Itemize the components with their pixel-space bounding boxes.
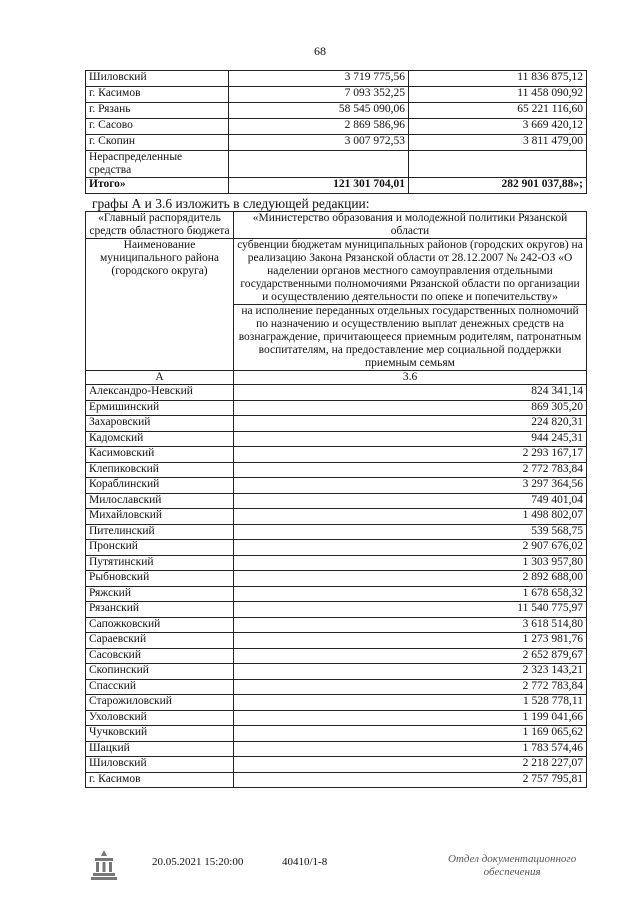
subsidy-amount: 1 528 778,11: [234, 695, 587, 711]
district-name: Пителинский: [86, 524, 234, 540]
subsidy-distribution-table: [85, 211, 587, 788]
table-row: [86, 679, 587, 695]
table-row: [86, 555, 587, 571]
district-name: Александро-Невский: [86, 385, 234, 401]
district-name: Ермишинский: [86, 400, 234, 416]
district-name: Старожиловский: [86, 695, 234, 711]
summary-name: Шиловский: [86, 71, 229, 87]
header-row-subsidy: [86, 239, 587, 305]
subsidy-amount: 3 297 364,56: [234, 478, 587, 494]
subsidy-amount: 2 323 143,21: [234, 664, 587, 680]
total-value-2: 282 901 037,88»;: [409, 178, 587, 194]
summary-row: [86, 87, 587, 103]
summary-name: г. Касимов: [86, 87, 229, 103]
district-name: Ряжский: [86, 586, 234, 602]
district-name: Рыбновский: [86, 571, 234, 587]
district-name: Клепиковский: [86, 462, 234, 478]
table-row: [86, 633, 587, 649]
summary-row: [86, 71, 587, 87]
table-row: [86, 586, 587, 602]
summary-name: г. Сасово: [86, 119, 229, 135]
summary-value-1: 7 093 352,25: [229, 87, 409, 103]
summary-value-1: 58 545 090,06: [229, 103, 409, 119]
summary-value-2: 65 221 116,60: [409, 103, 587, 119]
district-name: Кораблинский: [86, 478, 234, 494]
subsidy-amount: 224 820,31: [234, 416, 587, 432]
summary-row: [86, 135, 587, 151]
table-row: [86, 695, 587, 711]
header-subsidy-text: субвенции бюджетам муниципальных районов (городских округов) на реализацию Закона Рязанской области от 28.12.2007 № 242-ОЗ «О наделении органов местного самоуправления отдельными государственными полномочиями Рязанской области по организации и осуществлению деятельности по опеке и попечительству»: [234, 239, 587, 305]
district-name: Шиловский: [86, 757, 234, 773]
district-name: Спасский: [86, 679, 234, 695]
district-name: Чучковский: [86, 726, 234, 742]
subsidy-amount: 749 401,04: [234, 493, 587, 509]
subsidy-amount: 539 568,75: [234, 524, 587, 540]
subsidy-amount: 1 678 658,32: [234, 586, 587, 602]
emblem-icon: [90, 848, 118, 887]
header-row-admin: [86, 212, 587, 239]
footer-date: 20.05.2021 15:20:00: [152, 856, 244, 868]
district-name: Сасовский: [86, 648, 234, 664]
department-line-2: обеспечения: [483, 866, 541, 878]
district-name: Захаровский: [86, 416, 234, 432]
district-name: Пронский: [86, 540, 234, 556]
table-row: [86, 664, 587, 680]
header-admin-label: «Главный распорядитель средств областного бюджета: [86, 212, 234, 239]
district-name: Скопинский: [86, 664, 234, 680]
district-name: Сапожковский: [86, 617, 234, 633]
table-row: [86, 757, 587, 773]
summary-value-1: 3 007 972,53: [229, 135, 409, 151]
footer-document-code: 40410/1-8: [282, 856, 328, 868]
subsidy-amount: 1 303 957,80: [234, 555, 587, 571]
district-name: Шацкий: [86, 741, 234, 757]
subsidy-amount: 2 907 676,02: [234, 540, 587, 556]
district-name: Ухоловский: [86, 710, 234, 726]
subsidy-amount: 2 218 227,07: [234, 757, 587, 773]
subsidy-amount: 1 783 574,46: [234, 741, 587, 757]
district-name: Касимовский: [86, 447, 234, 463]
summary-value-2: 11 836 875,12: [409, 71, 587, 87]
unallocated-label: Нераспределенные средства: [86, 151, 229, 178]
table-row: [86, 478, 587, 494]
header-purpose-text: на исполнение переданных отдельных государственных полномочий по назначению и осуществлению выплат денежных средств на вознаграждение, причитающееся приемным родителям, патронатным воспитателям, на предоставление мер социальной поддержки приемным семьям: [234, 305, 587, 371]
table-row: [86, 726, 587, 742]
table-row: [86, 400, 587, 416]
district-name: Михайловский: [86, 509, 234, 525]
district-name: Сараевский: [86, 633, 234, 649]
header-admin-value: «Министерство образования и молодежной политики Рязанской области: [234, 212, 587, 239]
budget-summary-table: [85, 70, 587, 194]
summary-value-2: 3 811 479,00: [409, 135, 587, 151]
table-row: [86, 385, 587, 401]
header-name-label: Наименование муниципального района (городского округа): [86, 239, 234, 371]
district-name: Рязанский: [86, 602, 234, 618]
table-row: [86, 710, 587, 726]
table-row: [86, 431, 587, 447]
subsidy-amount: 2 757 795,81: [234, 772, 587, 788]
column-a-label: А: [86, 371, 234, 385]
subsidy-amount: 2 892 688,00: [234, 571, 587, 587]
subsidy-amount: 2 652 879,67: [234, 648, 587, 664]
table-row: [86, 617, 587, 633]
table-row: [86, 447, 587, 463]
subsidy-amount: 1 199 041,66: [234, 710, 587, 726]
table-row: [86, 493, 587, 509]
subsidy-amount: 2 772 783,84: [234, 679, 587, 695]
district-name: Путятинский: [86, 555, 234, 571]
subsidy-amount: 2 293 167,17: [234, 447, 587, 463]
subsidy-amount: 1 273 981,76: [234, 633, 587, 649]
subsidy-amount: 2 772 783,84: [234, 462, 587, 478]
district-name: г. Касимов: [86, 772, 234, 788]
table-row: [86, 509, 587, 525]
summary-name: г. Рязань: [86, 103, 229, 119]
summary-row: [86, 119, 587, 135]
instruction-text: графы А и 3.6 изложить в следующей редакции:: [92, 196, 370, 211]
unallocated-value-2: [409, 151, 587, 178]
department-line-1: Отдел документационного: [448, 853, 577, 865]
summary-total-row: [86, 178, 587, 194]
table-row: [86, 416, 587, 432]
district-name: Милославский: [86, 493, 234, 509]
footer-department-stamp: [448, 853, 576, 879]
subsidy-amount: 944 245,31: [234, 431, 587, 447]
header-row-columns: [86, 371, 587, 385]
table-row: [86, 648, 587, 664]
summary-value-1: 2 869 586,96: [229, 119, 409, 135]
subsidy-amount: 869 305,20: [234, 400, 587, 416]
subsidy-amount: 1 498 802,07: [234, 509, 587, 525]
subsidy-amount: 1 169 065,62: [234, 726, 587, 742]
summary-value-1: 3 719 775,56: [229, 71, 409, 87]
summary-row: [86, 103, 587, 119]
summary-row-unallocated: [86, 151, 587, 178]
table-row: [86, 462, 587, 478]
table-row: [86, 741, 587, 757]
column-3-6-label: 3.6: [234, 371, 587, 385]
table-row: [86, 772, 587, 788]
total-label: Итого»: [86, 178, 229, 194]
subsidy-amount: 824 341,14: [234, 385, 587, 401]
page-number: 68: [314, 44, 326, 58]
summary-name: г. Скопин: [86, 135, 229, 151]
table-row: [86, 540, 587, 556]
table-row: [86, 602, 587, 618]
unallocated-value-1: [229, 151, 409, 178]
subsidy-amount: 11 540 775,97: [234, 602, 587, 618]
total-value-1: 121 301 704,01: [229, 178, 409, 194]
district-name: Кадомский: [86, 431, 234, 447]
subsidy-amount: 3 618 514,80: [234, 617, 587, 633]
table-row: [86, 571, 587, 587]
summary-value-2: 11 458 090,92: [409, 87, 587, 103]
summary-value-2: 3 669 420,12: [409, 119, 587, 135]
table-row: [86, 524, 587, 540]
